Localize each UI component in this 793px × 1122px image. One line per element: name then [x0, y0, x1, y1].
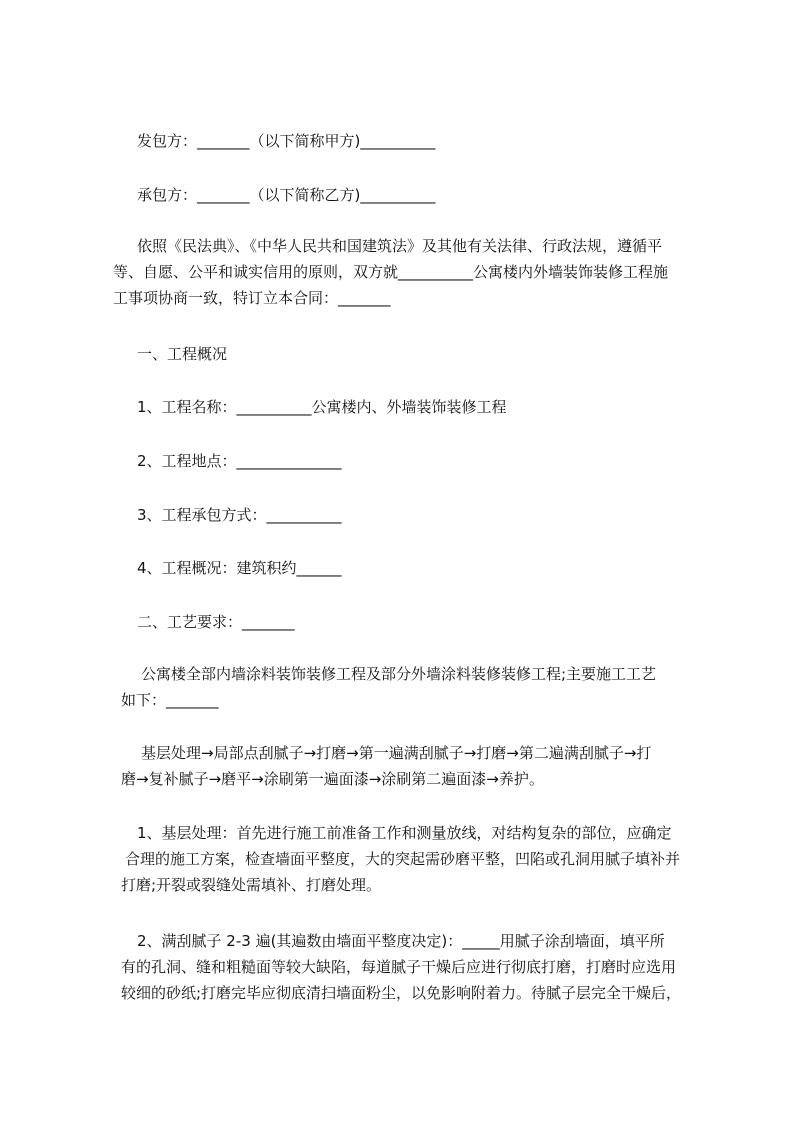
step-1-line-3: 打磨;开裂或裂缝处需填补、打磨处理。	[121, 876, 382, 894]
intro-line-3: 工事项协商一致，特订立本合同：_______	[113, 289, 391, 307]
process-flow-line-2: 磨→复补腻子→磨平→涂刷第一遍面漆→涂刷第二遍面漆→养护。	[121, 770, 544, 788]
party-b-line: 承包方：_______（以下简称乙方)__________	[137, 186, 436, 204]
section-2-title: 二、工艺要求：_______	[137, 613, 295, 631]
intro-line-1: 依照《民法典》、《中华人民共和国建筑法》及其他有关法律、行政法规，遵循平	[137, 237, 663, 255]
process-flow-line-1: 基层处理→局部点刮腻子→打磨→第一遍满刮腻子→打磨→第二遍满刮腻子→打	[141, 744, 652, 762]
contract-method-item: 3、工程承包方式：__________	[137, 506, 342, 524]
project-name-item: 1、工程名称：__________公寓楼内、外墙装饰装修工程	[137, 398, 507, 416]
step-1-line-1: 1、基层处理：首先进行施工前准备工作和测量放线，对结构复杂的部位，应确定	[137, 824, 672, 842]
step-1-line-2: 合理的施工方案，检查墙面平整度，大的突起需砂磨平整，凹陷或孔洞用腻子填补并	[125, 850, 681, 868]
process-flow-paragraph	[121, 740, 651, 792]
process-intro-line-1: 公寓楼全部内墙涂料装饰装修工程及部分外墙涂料装修装修工程;主要施工工艺	[141, 665, 657, 683]
intro-line-2: 等、自愿、公平和诚实信用的原则，双方就__________公寓楼内外墙装饰装修工程施	[113, 263, 669, 281]
process-intro-line-2: 如下：_______	[121, 691, 219, 709]
step-2-line-1: 2、满刮腻子 2-3 遍(其遍数由墙面平整度决定)：_____用腻子涂刮墙面，填平所	[137, 932, 665, 950]
step-2-line-3: 较细的砂纸;打磨完毕应彻底清扫墙面粉尘，以免影响附着力。待腻子层完全干燥后，	[121, 984, 682, 1002]
section-1-title: 一、工程概况	[137, 345, 228, 363]
process-intro-paragraph	[121, 661, 656, 713]
intro-paragraph	[113, 233, 668, 311]
project-overview-item: 4、工程概况：建筑积约______	[137, 559, 342, 577]
step-2-paragraph	[121, 928, 681, 1006]
party-a-line: 发包方：_______（以下简称甲方)__________	[137, 132, 436, 150]
step-1-paragraph	[121, 820, 680, 898]
project-location-item: 2、工程地点：______________	[137, 452, 342, 470]
step-2-line-2: 有的孔洞、缝和粗糙面等较大缺陷，每道腻子干燥后应进行彻底打磨，打磨时应选用	[121, 958, 677, 976]
